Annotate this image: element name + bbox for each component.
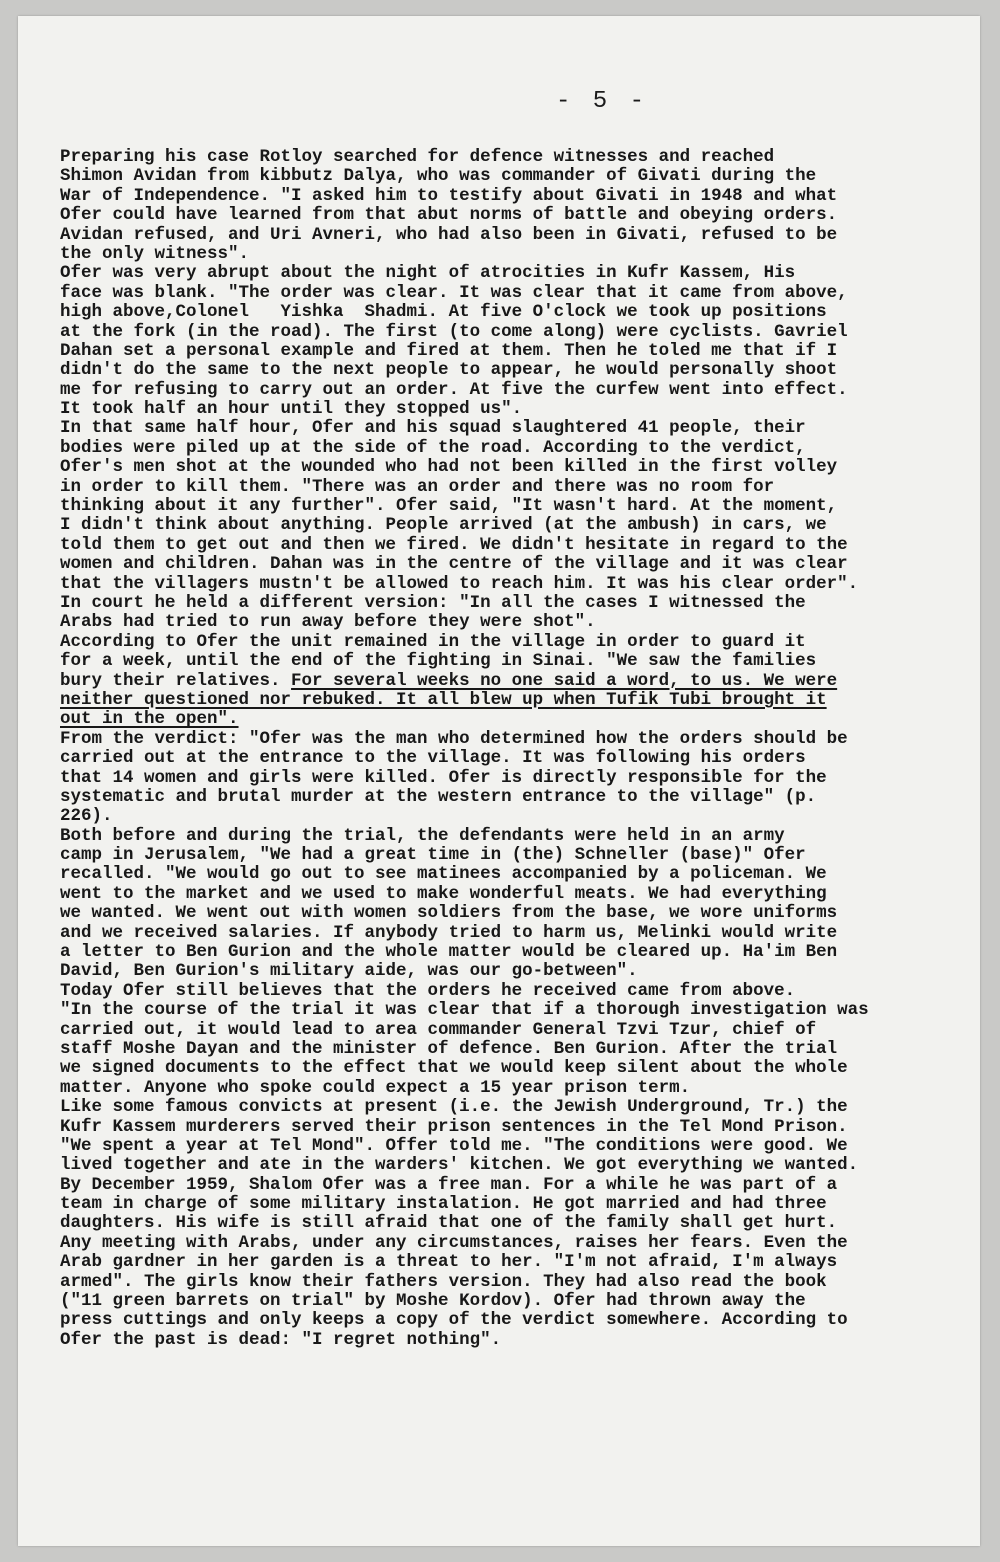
text-line: Dahan set a personal example and fired at them. Then he toled me that if I [60,340,838,361]
text-line: in order to kill them. "There was an order and there was no room for [60,476,775,497]
text-line: thinking about it any further". Ofer said, "It wasn't hard. At the moment, [60,496,838,517]
text-line: women and children. Dahan was in the centre of the village and it was clear [60,554,848,575]
text-line: Arab gardner in her garden is a threat to her. "I'm not afraid, I'm always [60,1252,838,1273]
text-line: Avidan refused, and Uri Avneri, who had also been in Givati, refused to be [60,224,838,245]
text-line: Ofer the past is dead: "I regret nothing". [60,1329,502,1350]
underlined-text: neither questioned nor rebuked. It all blew up when Tufik Tubi brought it [60,689,827,710]
text-line: Kufr Kassem murderers served their prison sentences in the Tel Mond Prison. [60,1116,848,1137]
text-line: went to the market and we used to make wonderful meats. We had everything [60,883,827,904]
text-line: lived together and ate in the warders' kitchen. We got everything we wanted. [60,1155,859,1176]
text-line: Preparing his case Rotloy searched for defence witnesses and reached [60,147,775,167]
text-line: team in charge of some military instalation. He got married and had three [60,1194,827,1215]
text-line: Arabs had tried to run away before they were shot". [60,612,596,633]
text-line: that 14 women and girls were killed. Ofer is directly responsible for the [60,767,827,788]
text-line: Ofer could have learned from that abut norms of battle and obeying orders. [60,205,838,226]
text-line: at the fork (in the road). The first (to come along) were cyclists. Gavriel [60,321,848,342]
text-line [60,672,960,691]
page-number: - 5 - [556,88,649,115]
text-line [60,710,960,729]
text-line: carried out at the entrance to the village. It was following his orders [60,748,806,769]
text-line: Shimon Avidan from kibbutz Dalya, who was commander of Givati during the [60,166,817,187]
text-line [60,691,960,710]
text-line: In that same half hour, Ofer and his squad slaughtered 41 people, their [60,418,806,439]
text-line: staff Moshe Dayan and the minister of defence. Ben Gurion. After the trial [60,1038,838,1059]
text-line: armed". The girls know their fathers version. They had also read the book [60,1271,827,1292]
text-line: bodies were piled up at the side of the road. According to the verdict, [60,437,806,458]
document-body [60,148,960,1350]
text-line: Ofer was very abrupt about the night of atrocities in Kufr Kassem, His [60,263,796,284]
text-line: It took half an hour until they stopped us". [60,399,523,420]
text-line: camp in Jerusalem, "We had a great time in (the) Schneller (base)" Ofer [60,845,806,866]
text-line: a letter to Ben Gurion and the whole matter would be cleared up. Ha'im Ben [60,942,838,963]
text-line: the only witness". [60,243,250,264]
text-line: From the verdict: "Ofer was the man who determined how the orders should be [60,728,848,749]
underlined-text: For several weeks no one said a word, to us. We were [291,670,838,691]
text-line: Today Ofer still believes that the orders he received came from above. [60,980,796,1001]
text-line: "In the course of the trial it was clear that if a thorough investigation was [60,1000,869,1021]
text-line: face was blank. "The order was clear. It was clear that it came from above, [60,282,848,303]
text-line: "We spent a year at Tel Mond". Offer told me. "The conditions were good. We [60,1135,848,1156]
text-line: 226). [60,806,113,827]
text-run: bury their relatives. [60,670,292,691]
text-line: I didn't think about anything. People arrived (at the ambush) in cars, we [60,515,827,536]
text-line: and we received salaries. If anybody tried to harm us, Melinki would write [60,922,838,943]
text-line: we signed documents to the effect that we would keep silent about the whole [60,1058,848,1079]
text-line: Like some famous convicts at present (i.e. the Jewish Underground, Tr.) the [60,1097,848,1118]
text-line: recalled. "We would go out to see matinees accompanied by a policeman. We [60,864,827,885]
text-line: didn't do the same to the next people to appear, he would personally shoot [60,360,838,381]
text-line: According to Ofer the unit remained in the village in order to guard it [60,631,806,652]
text-line: Ofer's men shot at the wounded who had not been killed in the first volley [60,457,838,478]
text-line: carried out, it would lead to area commander General Tzvi Tzur, chief of [60,1019,817,1040]
text-line: Any meeting with Arabs, under any circumstances, raises her fears. Even the [60,1232,848,1253]
text-line: that the villagers mustn't be allowed to reach him. It was his clear order". [60,573,859,594]
text-line: matter. Anyone who spoke could expect a 15 year prison term. [60,1077,691,1098]
text-line: In court he held a different version: "In all the cases I witnessed the [60,592,806,613]
text-line: War of Independence. "I asked him to testify about Givati in 1948 and what [60,185,838,206]
text-line: David, Ben Gurion's military aide, was our go-between". [60,961,638,982]
text-line: for a week, until the end of the fighting in Sinai. "We saw the families [60,651,817,672]
text-line: told them to get out and then we fired. We didn't hesitate in regard to the [60,534,848,555]
text-line: Both before and during the trial, the defendants were held in an army [60,825,785,846]
text-line: systematic and brutal murder at the western entrance to the village" (p. [60,786,817,807]
underlined-text: out in the open". [60,709,239,730]
text-line: me for refusing to carry out an order. At five the curfew went into effect. [60,379,848,400]
text-line: ("11 green barrets on trial" by Moshe Kordov). Ofer had thrown away the [60,1291,806,1312]
text-line: we wanted. We went out with women soldiers from the base, we wore uniforms [60,903,838,924]
text-line: daughters. His wife is still afraid that one of the family shall get hurt. [60,1213,838,1234]
text-line: press cuttings and only keeps a copy of the verdict somewhere. According to [60,1310,848,1331]
text-line: By December 1959, Shalom Ofer was a free man. For a while he was part of a [60,1174,838,1195]
text-line: high above,Colonel Yishka Shadmi. At five O'clock we took up positions [60,302,827,323]
